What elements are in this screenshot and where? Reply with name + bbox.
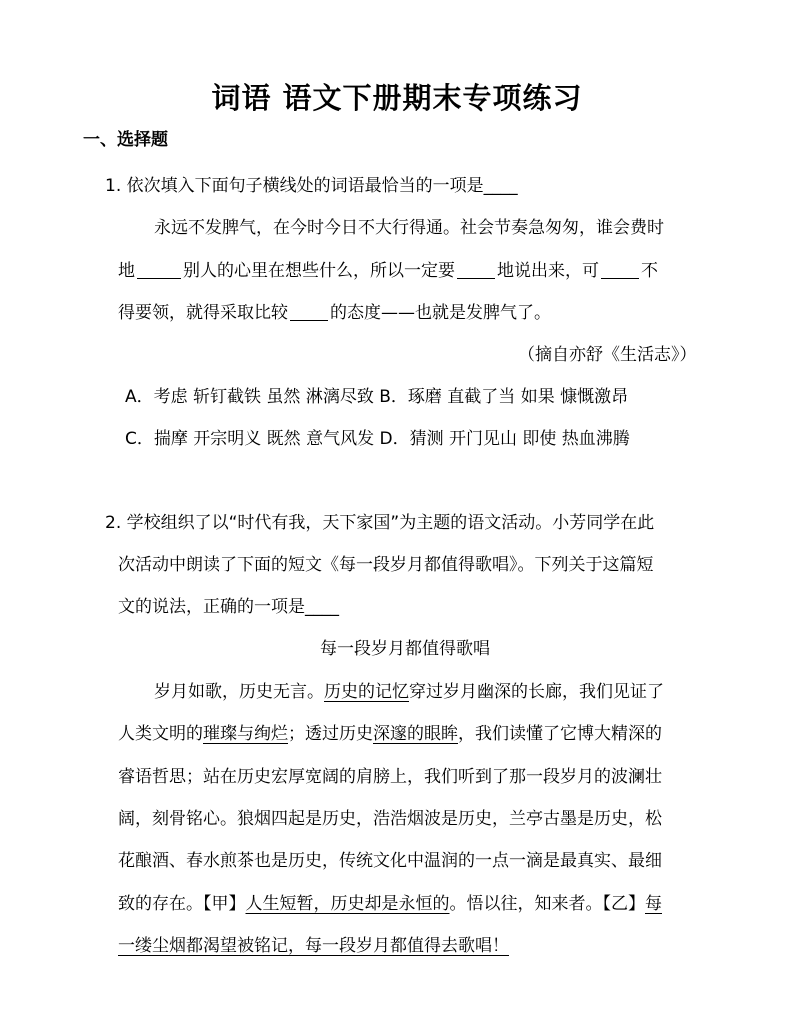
essay-text: 岁月如歌，历史无言。 [154, 682, 324, 702]
q1-text: 的态度——也就是发脾气了。 [330, 303, 551, 323]
essay-line-2 [118, 719, 662, 744]
essay-line-3: 睿语哲思；站在历史宏厚宽阔的肩膀上，我们听到了那一段岁月的波澜壮 [118, 767, 662, 787]
q1-text: 不 [641, 261, 658, 281]
q1-text: 别人的心里在想些什么，所以一定要 [183, 261, 455, 281]
underlined-phrase: 历史的记忆 [324, 682, 409, 702]
q2-stem-line-2: 次活动中朗读了下面的短文《每一段岁月都值得歌唱》。下列关于这篇短 [118, 555, 654, 575]
essay-title: 每一段岁月都值得歌唱 [320, 639, 490, 659]
essay-text: ；透过历史 [288, 724, 373, 744]
q1-passage-line-1: 永远不发脾气，在今时今日不大行得通。社会节奏急匆匆，谁会费时 [154, 218, 664, 238]
q1-blank-2 [457, 277, 495, 279]
essay-line-5: 花酿酒、春水煎茶也是历史，传统文化中温润的一点一滴是最真实、最细 [118, 851, 662, 871]
q2-stem-line-3: 文的说法，正确的一项是____ [118, 597, 339, 617]
essay-line-4: 阔，刻骨铭心。狼烟四起是历史，浩浩烟波是历史，兰亭古墨是历史，松 [118, 809, 662, 829]
page-title: 词语 语文下册期末专项练习 [211, 81, 583, 115]
essay-text: ，我们读懂了它博大精深的 [458, 724, 662, 744]
underlined-phrase: 深邃的眼眸 [373, 724, 458, 744]
essay-text: 穿过岁月幽深的长廊，我们见证了 [409, 682, 664, 702]
q1-blank-1 [137, 277, 181, 279]
section-heading: 一、选择题 [83, 130, 168, 150]
underlined-phrase-jia: 人生短暂，历史却是永恒的 [245, 894, 450, 914]
essay-text: 人类文明的 [118, 724, 203, 744]
underlined-phrase: 璀璨与绚烂 [203, 724, 288, 744]
essay-text: 。悟以往，知来者。【乙】 [449, 894, 645, 914]
q1-text: 地 [118, 261, 135, 281]
q1-text: 得要领，就得采取比较 [118, 303, 288, 323]
q1-passage-line-3 [118, 298, 551, 323]
q1-blank-4 [290, 319, 328, 321]
q1-source: （摘自亦舒《生活志》） [518, 345, 697, 365]
essay-text: 致的存在。【甲】 [118, 894, 246, 914]
essay-line-7: 一缕尘烟都渴望被铭记，每一段岁月都值得去歌唱！ [118, 936, 509, 956]
q1-options-cd: C．揣摩 开宗明义 既然 意气风发 D．猜测 开门见山 即使 热血沸腾 [125, 429, 630, 449]
q1-passage-line-2 [118, 256, 658, 281]
q1-options-ab: A．考虑 斩钉截铁 虽然 淋漓尽致 B．琢磨 直截了当 如果 慷慨激昂 [125, 387, 629, 407]
q1-blank-3 [601, 277, 639, 279]
q1-text: 地说出来，可 [497, 261, 599, 281]
essay-line-1 [154, 677, 664, 702]
underlined-phrase-yi: 每 [645, 894, 662, 914]
q1-stem: 1. 依次填入下面句子横线处的词语最恰当的一项是____ [105, 176, 518, 196]
essay-line-6 [118, 889, 662, 914]
q2-stem-line-1: 2. 学校组织了以“时代有我，天下家国”为主题的语文活动。小芳同学在此 [105, 513, 655, 533]
